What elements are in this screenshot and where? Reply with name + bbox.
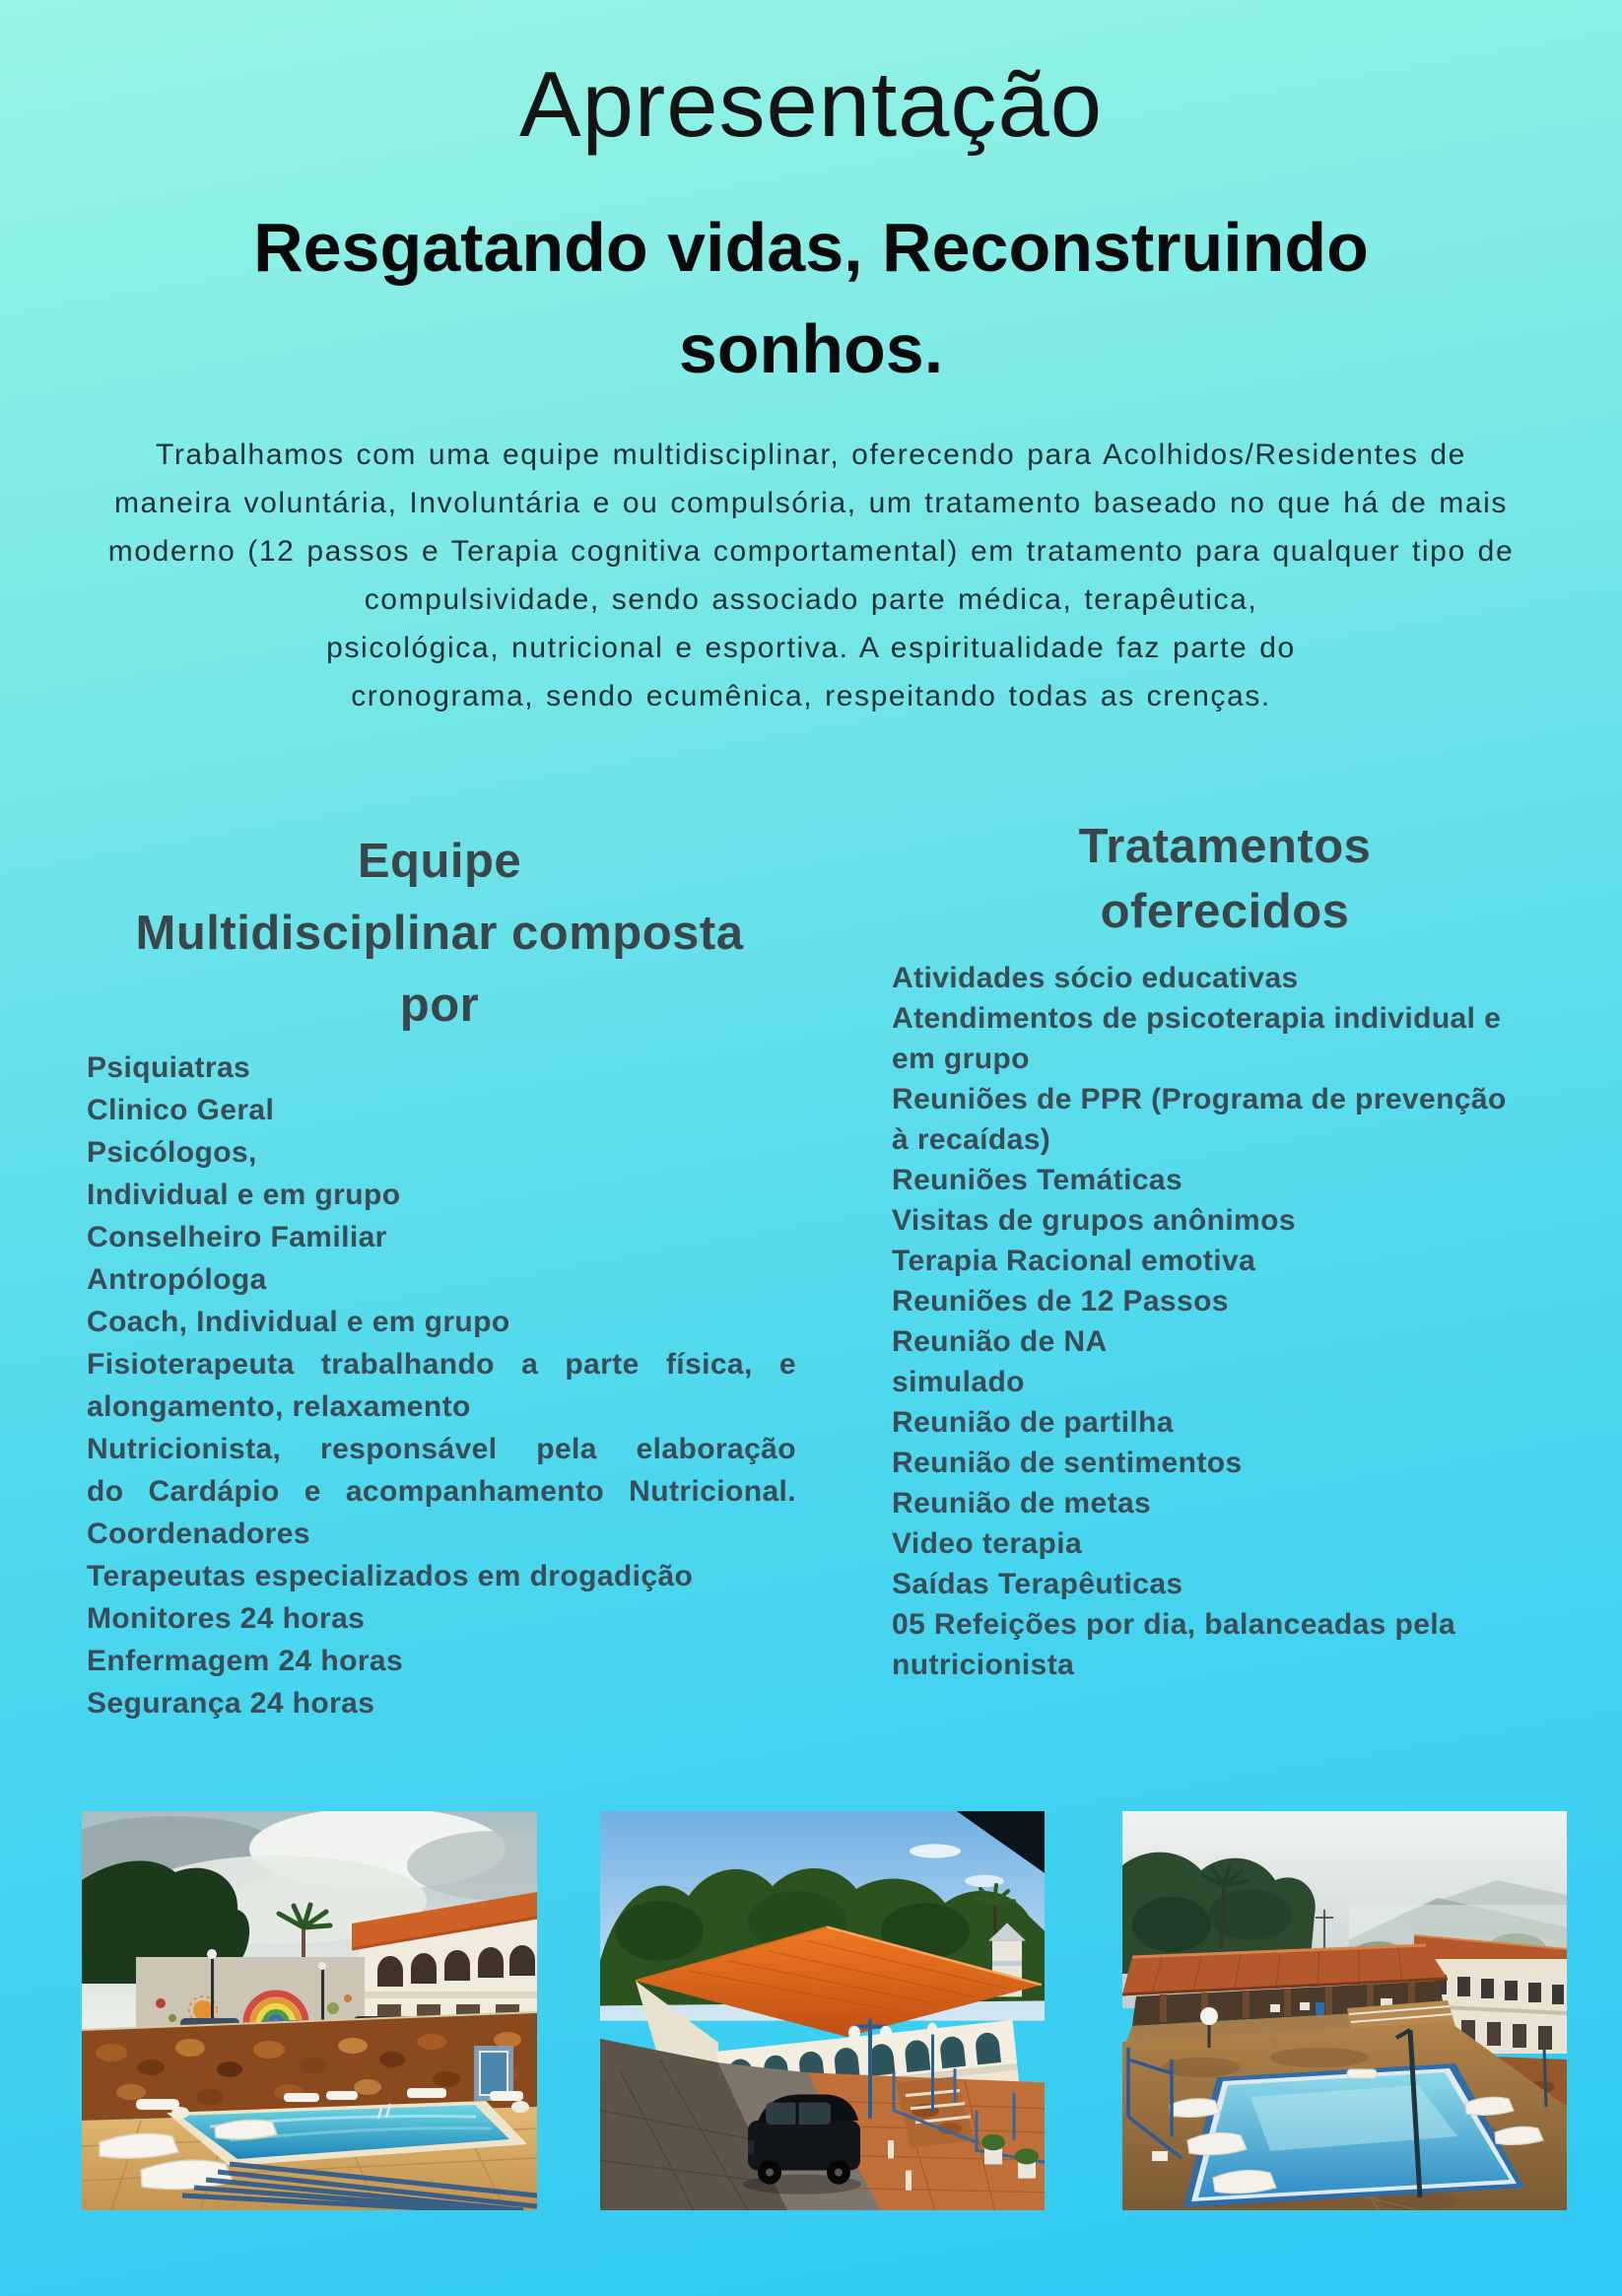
team-list-item: Psicólogos, <box>87 1136 257 1169</box>
team-list-item: Terapeutas especializados em drogadição <box>87 1560 694 1592</box>
team-list-item: Conselheiro Familiar <box>87 1221 387 1253</box>
treatment-list-item: Terapia Racional emotiva <box>892 1245 1256 1277</box>
photo-building-grounds <box>600 1811 1045 2210</box>
page-title: Apresentação <box>518 52 1104 156</box>
treatment-list-item: Visitas de grupos anônimos <box>892 1204 1296 1237</box>
photo-building-grounds-graphic <box>600 1811 1045 2210</box>
team-list <box>87 1047 796 1724</box>
intro-line: cronograma, sendo ecumênica, respeitando todas as crenças. <box>351 680 1271 712</box>
photo-pool-mural <box>82 1811 537 2210</box>
treatment-list-item: Reunião de metas <box>892 1487 1152 1519</box>
treatment-list-item: Atendimentos de psicoterapia individual e <box>892 1002 1502 1035</box>
treatment-list-item: 05 Refeições por dia, balanceadas pela <box>892 1608 1456 1641</box>
heading-line: Multidisciplinar composta <box>135 907 744 960</box>
treatments-column-heading <box>890 814 1560 944</box>
heading-line: oferecidos <box>1100 885 1350 938</box>
treatment-list-item: Reunião de NA <box>892 1325 1108 1358</box>
treatment-list-item: nutricionista <box>892 1649 1075 1681</box>
treatment-list-item: à recaídas) <box>892 1123 1051 1156</box>
team-list-item: Segurança 24 horas <box>87 1687 375 1720</box>
treatment-list-item: Video terapia <box>892 1527 1083 1560</box>
page-subtitle: Resgatando vidas, Reconstruindo sonhos. <box>253 209 1369 387</box>
team-list-item: Fisioterapeuta trabalhando a parte física, e <box>87 1348 796 1381</box>
treatment-list-item: Atividades sócio educativas <box>892 962 1299 994</box>
team-list-item: Clinico Geral <box>87 1094 275 1126</box>
treatment-list-item: Reunião de partilha <box>892 1406 1174 1439</box>
photo-pool-misty <box>1122 1811 1567 2210</box>
team-list-item: Antropóloga <box>87 1263 267 1296</box>
treatment-list-item: em grupo <box>892 1043 1030 1075</box>
intro-line: moderno (12 passos e Terapia cognitiva comportamental) em tratamento para qualquer tipo de <box>107 535 1515 568</box>
team-list-item: Coach, Individual e em grupo <box>87 1306 510 1338</box>
team-column-heading <box>84 826 795 1042</box>
photo-pool-mural-graphic <box>82 1811 537 2210</box>
treatment-list-item: Reuniões de 12 Passos <box>892 1285 1229 1317</box>
heading-line: por <box>399 979 480 1032</box>
team-list-item: alongamento, relaxamento <box>87 1390 471 1423</box>
team-list-item: Coordenadores <box>87 1518 310 1550</box>
team-list-item: do Cardápio e acompanhamento Nutricional. <box>87 1475 796 1508</box>
treatment-list-item: Saídas Terapêuticas <box>892 1568 1183 1600</box>
treatments-list <box>892 958 1574 1685</box>
intro-line: compulsividade, sendo associado parte médica, terapêutica, <box>364 583 1258 616</box>
team-list-item: Monitores 24 horas <box>87 1602 366 1635</box>
heading-line: Tratamentos <box>1078 820 1372 873</box>
treatment-list-item: Reuniões Temáticas <box>892 1164 1183 1196</box>
intro-paragraph <box>0 431 1622 720</box>
treatment-list-item: simulado <box>892 1366 1025 1398</box>
team-list-item: Nutricionista, responsável pela elaboração <box>87 1433 796 1465</box>
treatment-list-item: Reunião de sentimentos <box>892 1447 1243 1479</box>
intro-line: psicológica, nutricional e esportiva. A espiritualidade faz parte do <box>326 632 1296 664</box>
intro-line: Trabalhamos com uma equipe multidisciplinar, oferecendo para Acolhidos/Residentes de <box>156 439 1466 471</box>
team-list-item: Psiquiatras <box>87 1051 251 1084</box>
team-list-item: Enfermagem 24 horas <box>87 1645 404 1677</box>
intro-line: maneira voluntária, Involuntária e ou compulsória, um tratamento baseado no que há de mais <box>113 487 1509 519</box>
treatment-list-item: Reuniões de PPR (Programa de prevenção <box>892 1083 1507 1115</box>
team-list-item: Individual e em grupo <box>87 1179 401 1211</box>
heading-line: Equipe <box>357 835 522 888</box>
photo-pool-misty-graphic <box>1122 1811 1567 2210</box>
